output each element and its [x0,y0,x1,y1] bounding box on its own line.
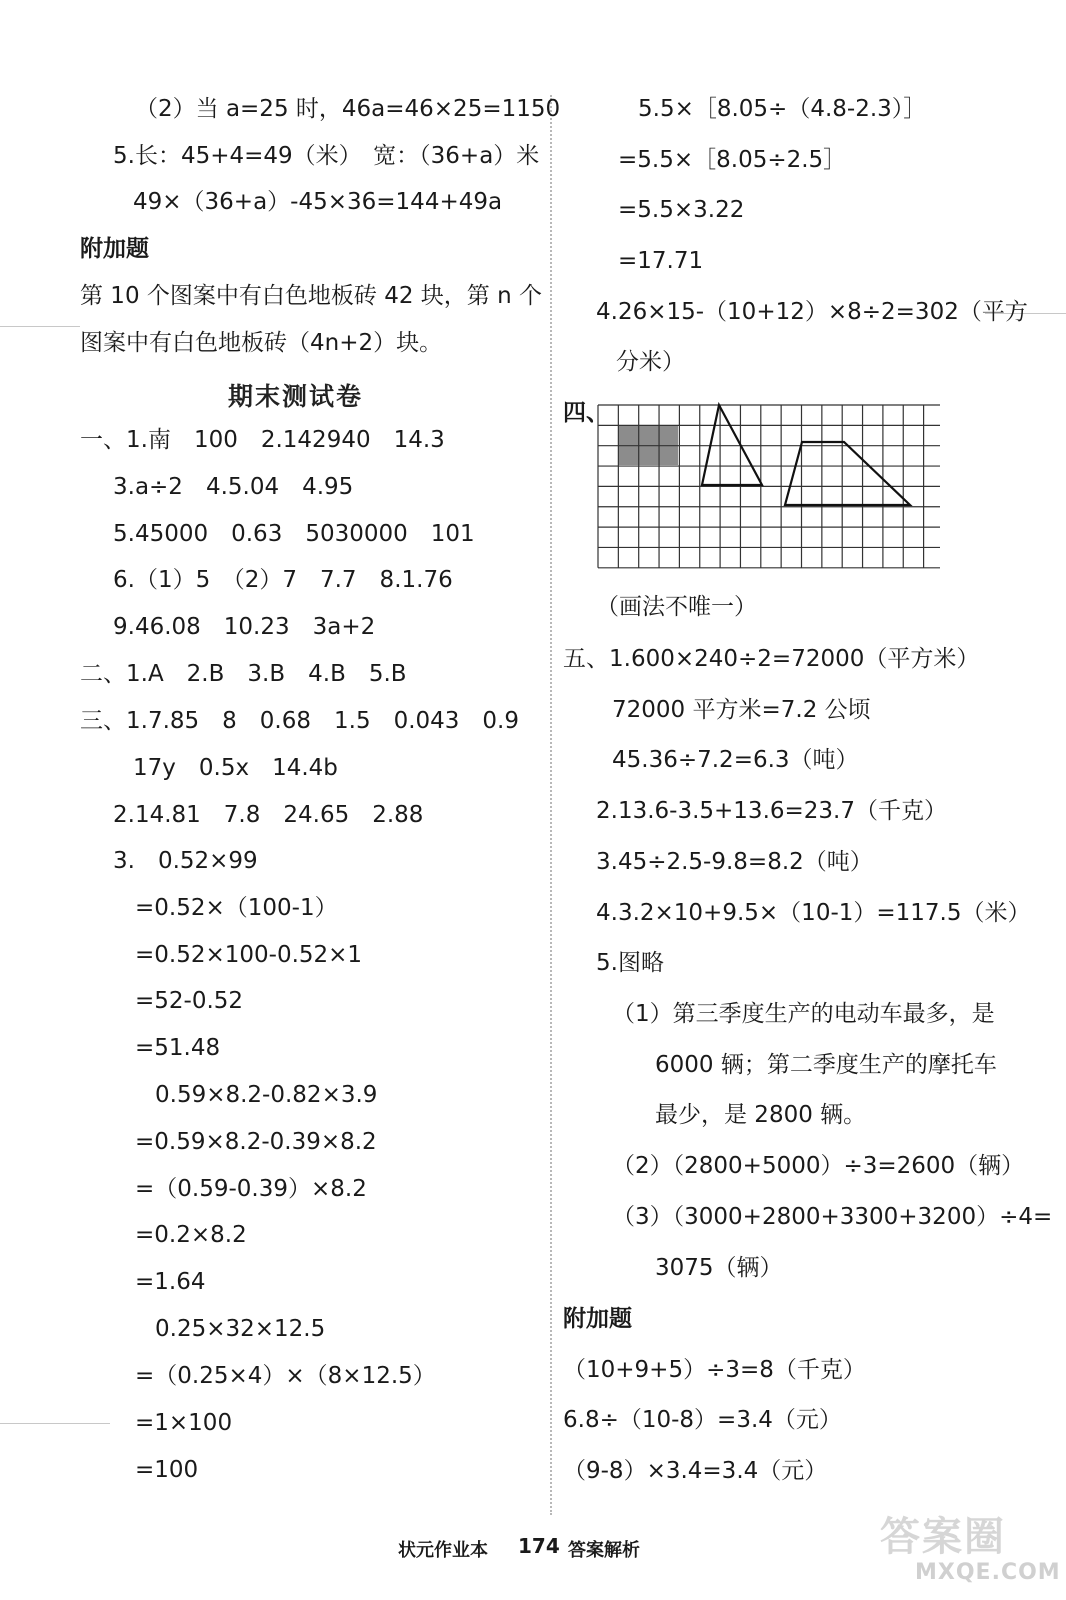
answer-line: =52-0.52 [135,988,244,1014]
watermark-logo: 答案圈 [880,1514,1006,1560]
answer-line: 3075（辆） [655,1255,783,1281]
answer-line: 5.长：45+4=49（米） 宽：（36+a）米 [113,143,540,169]
answer-line: 6000 辆；第二季度生产的摩托车 [655,1052,997,1078]
footer-section: 答案解析 [568,1540,640,1561]
answer-line: =0.2×8.2 [135,1222,247,1248]
answer-line: 49×（36+a）-45×36=144+49a [133,189,503,215]
answer-line: （3）（3000+2800+3300+3200）÷4= [612,1204,1053,1230]
answer-line: 5.图略 [596,950,664,976]
answer-line: =1.64 [135,1269,206,1295]
answer-line: 分米） [616,349,685,375]
answer-line: =（0.59-0.39）×8.2 [135,1176,367,1202]
answer-line: （2）（2800+5000）÷3=2600（辆） [612,1153,1025,1179]
triangle-shape [702,405,762,485]
answer-line: 2.14.81 7.8 24.65 2.88 [113,802,424,828]
edge-rule [0,1423,110,1424]
trapezoid-shape [785,442,910,505]
answer-line: =0.52×（100-1） [135,895,338,921]
answer-line: 3.a÷2 4.5.04 4.95 [113,474,354,500]
answer-line: =1×100 [135,1410,233,1436]
section-heading: 附加题 [80,236,149,262]
answer-line: 0.25×32×12.5 [155,1316,326,1342]
answer-line: （1）第三季度生产的电动车最多，是 [612,1001,995,1027]
answer-line: 最少，是 2800 辆。 [655,1102,867,1128]
answer-line: 5.5×［8.05÷（4.8-2.3）］ [638,96,927,122]
answer-line: 17y 0.5x 14.4b [133,755,338,781]
answer-line: 4.26×15-（10+12）×8÷2=302（平方 [596,299,1028,325]
edge-rule [0,326,80,327]
shaded-rectangle [618,425,678,465]
answer-line: （9-8）×3.4=3.4（元） [563,1458,828,1484]
answer-line: =51.48 [135,1035,221,1061]
answer-line: （10+9+5）÷3=8（千克） [563,1357,866,1383]
answer-line: 9.46.08 10.23 3a+2 [113,614,376,640]
answer-line: =17.71 [618,248,704,274]
footer-brand: 状元作业本 [398,1540,488,1561]
note-line: （画法不唯一） [596,594,757,620]
answer-line: 图案中有白色地板砖（4n+2）块。 [80,330,443,356]
answer-line: 2.13.6-3.5+13.6=23.7（千克） [596,798,947,824]
answer-line: 4.3.2×10+9.5×（10-1）=117.5（米） [596,900,1031,926]
answer-line: =（0.25×4）×（8×12.5） [135,1363,436,1389]
question-number: 四、 [563,400,609,426]
section-heading: 附加题 [563,1306,632,1332]
answer-line: 五、1.600×240÷2=72000（平方米） [563,646,980,672]
section-title: 期末测试卷 [228,382,364,411]
answer-line: 一、1.南 100 2.142940 14.3 [80,427,445,453]
answer-line: 3.45÷2.5-9.8=8.2（吨） [596,849,873,875]
answer-line: 第 10 个图案中有白色地板砖 42 块，第 n 个 [80,283,542,309]
answer-line: 3. 0.52×99 [113,848,258,874]
page-number: 174 [518,1534,560,1558]
grid-drawing [590,400,940,570]
answer-line: 5.45000 0.63 5030000 101 [113,521,475,547]
answer-line: 72000 平方米=7.2 公顷 [612,697,871,723]
answer-line: （2）当 a=25 时，46a=46×25=1150 [135,96,561,122]
answer-line: 6.8÷（10-8）=3.4（元） [563,1407,842,1433]
answer-line: 0.59×8.2-0.82×3.9 [155,1082,378,1108]
answer-line: =0.59×8.2-0.39×8.2 [135,1129,377,1155]
column-divider [550,95,552,1515]
watermark-url: MXQE.COM [915,1560,1061,1585]
answer-line: 二、1.A 2.B 3.B 4.B 5.B [80,661,407,687]
answer-line: 6.（1）5 （2）7 7.7 8.1.76 [113,567,453,593]
answer-line: =5.5×3.22 [618,197,745,223]
answer-line: =0.52×100-0.52×1 [135,942,363,968]
answer-line: =100 [135,1457,199,1483]
answer-line: =5.5×［8.05÷2.5］ [618,147,847,173]
answer-line: 45.36÷7.2=6.3（吨） [612,747,859,773]
answer-line: 三、1.7.85 8 0.68 1.5 0.043 0.9 [80,708,519,734]
